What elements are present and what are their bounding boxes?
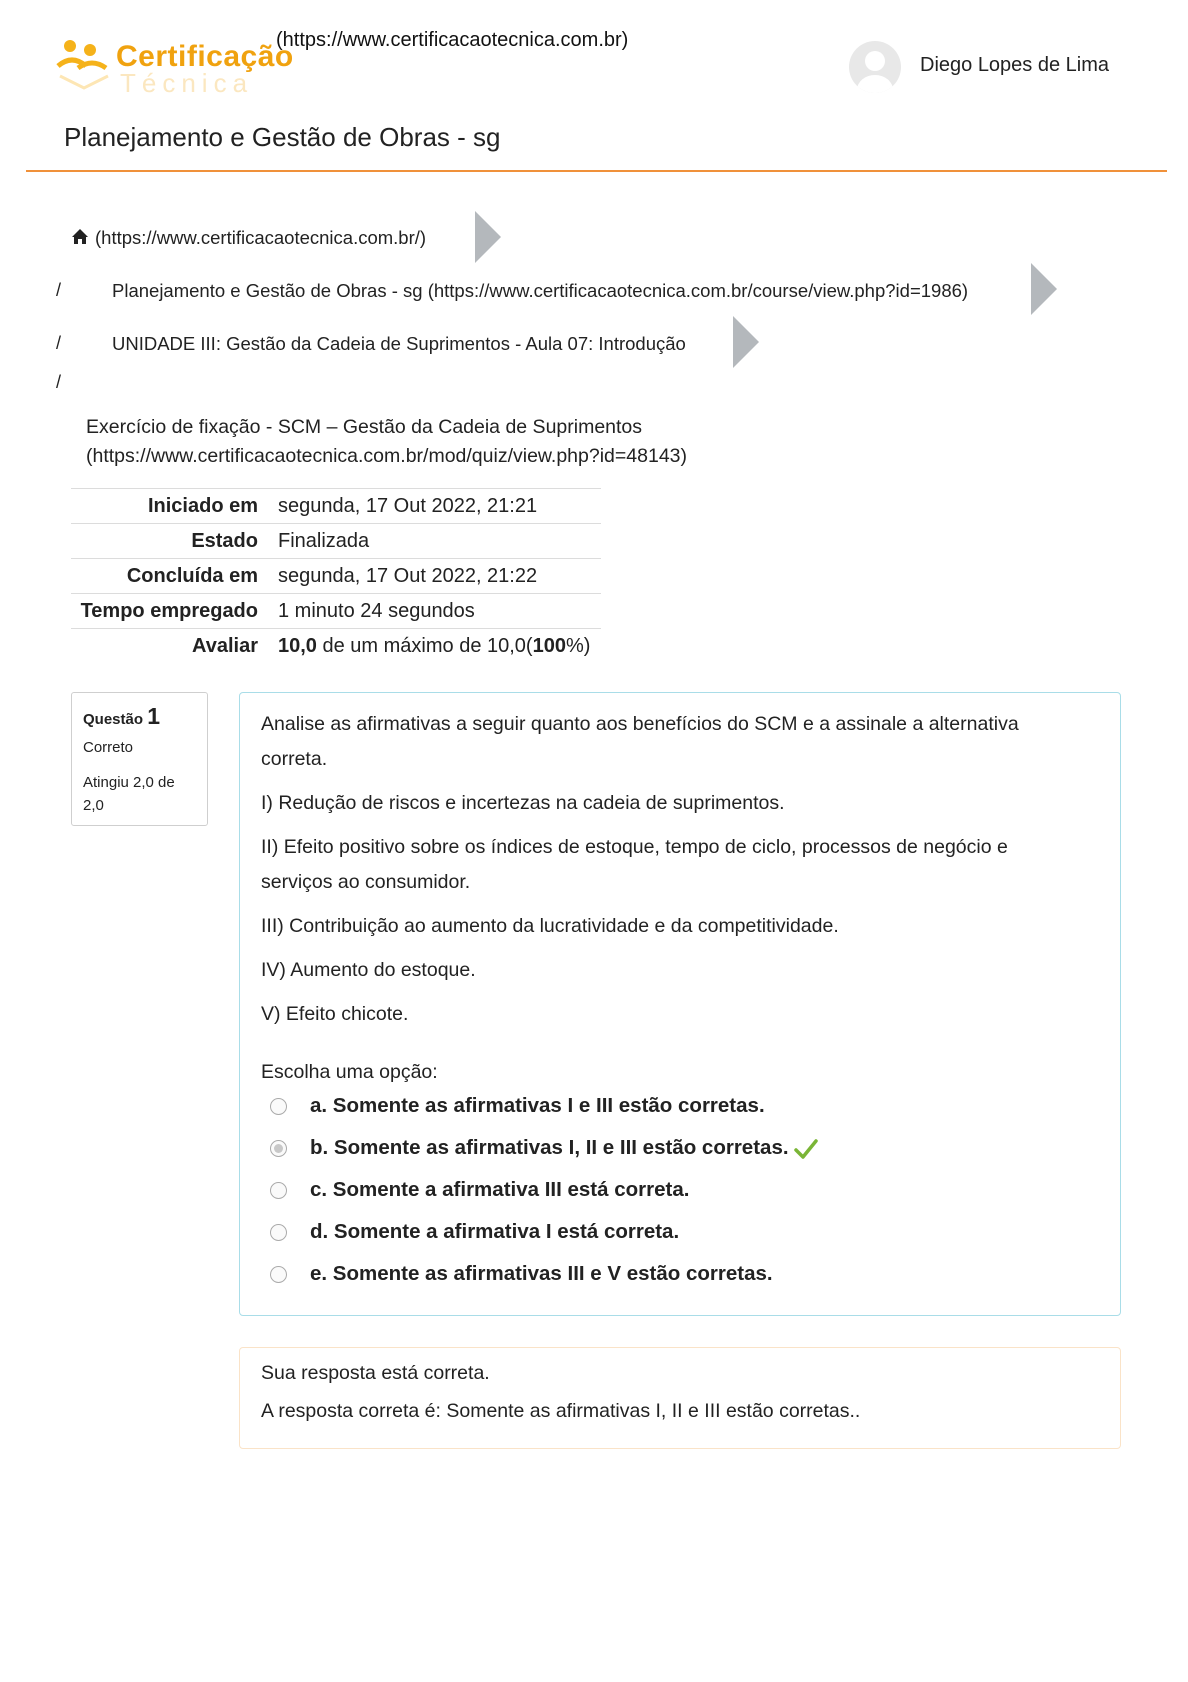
feedback-box [239,1347,1121,1449]
question-paragraph: II) Efeito positivo sobre os índices de estoque, tempo de ciclo, processos de negócio e serviços ao consumidor. [261,836,1008,893]
breadcrumb-home-link[interactable]: (https://www.certificacaotecnica.com.br/) [95,227,427,248]
started-value: segunda, 17 Out 2022, 21:21 [278,489,601,524]
question-info-box [71,692,208,826]
radio-button-selected[interactable] [270,1140,287,1157]
breadcrumb-quiz-link[interactable] [86,413,687,471]
state-label: Estado [71,524,278,559]
answer-option-label: a. Somente as afirmativas I e III estão corretas. [310,1094,765,1117]
breadcrumb-arrow-icon [1031,263,1057,315]
quiz-title: Exercício de fixação - SCM – Gestão da Cadeia de Suprimentos [86,416,643,438]
answer-option-label: e. Somente as afirmativas III e V estão corretas. [310,1262,773,1285]
question-paragraph: V) Efeito chicote. [261,1003,409,1025]
summary-row-time [71,594,601,629]
feedback-result: Sua resposta está correta. [261,1362,490,1384]
header-divider [26,170,1167,172]
breadcrumb-separator: / [56,333,62,353]
logo-people-icon [56,36,116,92]
summary-row-state [71,524,601,559]
state-value: Finalizada [278,524,601,559]
summary-row-completed [71,559,601,594]
summary-row-grade [71,629,601,664]
question-status: Correto [83,739,134,756]
question-paragraph: I) Redução de riscos e incertezas na cadeia de suprimentos. [261,792,785,814]
attempt-summary-table [71,488,601,663]
answer-option-label: d. Somente a afirmativa I está correta. [310,1220,680,1243]
time-value: 1 minuto 24 segundos [278,594,601,629]
radio-button[interactable] [270,1224,287,1241]
completed-label: Concluída em [71,559,278,594]
completed-value: segunda, 17 Out 2022, 21:22 [278,559,601,594]
user-avatar[interactable] [849,41,901,93]
question-paragraph: Analise as afirmativas a seguir quanto aos benefícios do SCM e a assinale a alternativa correta. [261,713,1019,770]
home-icon[interactable] [71,228,89,246]
radio-button[interactable] [270,1098,287,1115]
site-url-link[interactable]: (https://www.certificacaotecnica.com.br) [276,29,629,51]
user-name[interactable]: Diego Lopes de Lima [920,54,1110,76]
grade-label: Avaliar [71,629,278,664]
answer-option-label: c. Somente a afirmativa III está correta. [310,1178,690,1201]
breadcrumb-unit-link[interactable]: UNIDADE III: Gestão da Cadeia de Suprimentos - Aula 07: Introdução [112,333,686,354]
breadcrumb-separator: / [56,372,62,392]
grade-value: 10,0 de um máximo de 10,0(100%) [278,629,601,664]
started-label: Iniciado em [71,489,278,524]
site-logo[interactable] [56,36,294,98]
question-paragraph: IV) Aumento do estoque. [261,959,476,981]
logo-subtext: Técnica [120,68,254,98]
question-paragraph: III) Contribuição ao aumento da lucratividade e da competitividade. [261,915,839,937]
quiz-url: (https://www.certificacaotecnica.com.br/mod/quiz/view.php?id=48143) [86,445,688,467]
radio-button[interactable] [270,1266,287,1283]
summary-row-started [71,489,601,524]
question-grade: Atingiu 2,0 de 2,0 [83,774,175,814]
correct-check-icon [793,1136,819,1162]
logo-text: Certificação [116,40,294,73]
answer-option-label: b. Somente as afirmativas I, II e III estão corretas. [310,1136,789,1159]
question-heading: Questão 1 [83,703,160,729]
radio-button[interactable] [270,1182,287,1199]
breadcrumb-arrow-icon [733,316,759,368]
breadcrumb-arrow-icon [475,211,501,263]
breadcrumb-separator: / [56,280,62,300]
time-label: Tempo empregado [71,594,278,629]
question-content-box [239,692,1121,1316]
feedback-correct-answer: A resposta correta é: Somente as afirmativas I, II e III estão corretas.. [261,1400,861,1422]
breadcrumb-course-link[interactable]: Planejamento e Gestão de Obras - sg (https://www.certificacaotecnica.com.br/course/view.php?id=1986) [112,280,969,301]
choose-option-prompt: Escolha uma opção: [261,1061,438,1083]
page-title: Planejamento e Gestão de Obras - sg [64,122,501,152]
question-text [261,707,1081,1041]
question-number: 1 [147,703,160,729]
